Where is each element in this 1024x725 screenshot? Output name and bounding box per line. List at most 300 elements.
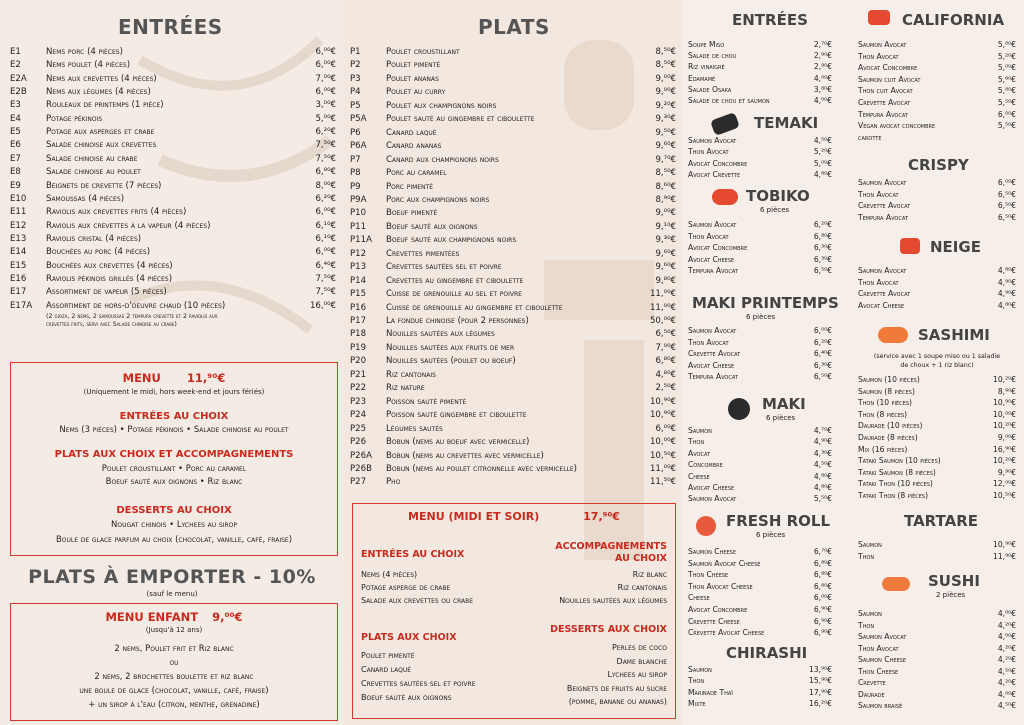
- sushi-item-price: 4,⁰⁰€: [813, 73, 832, 83]
- item-price: 8,⁶⁰€: [655, 181, 676, 192]
- sushi-item-price: 4,²⁰€: [997, 678, 1016, 687]
- item-price: 10,⁰⁰€: [649, 437, 676, 448]
- sushi-item-name: Saumon: [858, 609, 882, 618]
- item-price: 10,⁵⁰€: [649, 450, 676, 461]
- menu-option: Salade aux crevettes ou crabe: [361, 596, 474, 605]
- item-name: Boeuf sauté aux champignons noirs: [386, 235, 517, 246]
- menu-option: Potage asperge de crabe: [361, 583, 451, 592]
- sushi-item-name: Thon Avocat: [688, 147, 729, 157]
- sushi-item-name: Crevette Avocat Cheese: [688, 628, 765, 638]
- item-name: Potage pékinois: [46, 113, 103, 124]
- item-price: 6,⁸⁰€: [315, 167, 336, 178]
- item-name: Porc aux champignons noirs: [386, 194, 490, 205]
- sushi-item-name: Saumon Avocat Cheese: [688, 558, 761, 568]
- sushi-item-price: 6,⁷⁰€: [813, 547, 832, 556]
- item-code: P5: [350, 100, 361, 111]
- menu-entrees-title: ENTRÉES AU CHOIX: [119, 411, 229, 422]
- item-name: Beignets de crevette (7 pièces): [46, 180, 162, 191]
- menu-item-row: [350, 302, 676, 315]
- sushi-item-name: Thon: [688, 676, 705, 686]
- item-name: Salade chinoise au poulet: [46, 167, 141, 178]
- sushi-item-price: 6,⁵⁰€: [997, 201, 1016, 211]
- sushi-item-name: Avocat Cheese: [688, 483, 735, 492]
- sushi-item-row: [688, 337, 832, 348]
- sushi-item-price: 6,⁸⁰€: [813, 570, 832, 580]
- emporter-title: PLATS À EMPORTER - 10%: [28, 566, 316, 588]
- sushi-item-name: Salade Osaka: [688, 84, 732, 94]
- sushi-item-row: [688, 95, 832, 106]
- sushi-item-row: [858, 539, 1016, 550]
- sushi-item-price: 6,³⁰€: [813, 254, 832, 264]
- menu-item-row: [350, 127, 676, 140]
- sushi-item-price: 9,⁰⁰€: [997, 433, 1016, 442]
- sushi-item-price: 6,⁰⁰€: [997, 109, 1016, 119]
- item-code: P26B: [350, 463, 373, 474]
- item-code: P11: [350, 221, 367, 232]
- item-price: 10,⁹⁰€: [649, 396, 676, 407]
- mms-desserts-title: DESSERTS AUX CHOIX: [550, 624, 667, 635]
- item-name: Bouchées aux crevettes (4 pièces): [46, 260, 173, 271]
- item-name: Nouilles sautées aux légumes: [386, 329, 495, 340]
- mms-accomp-title-line2: AU CHOIX: [615, 553, 667, 564]
- item-name: Riz cantonais: [386, 369, 436, 380]
- sushi-item-price: 4,⁸⁰€: [813, 471, 832, 481]
- sushi-item-row: [688, 325, 832, 336]
- item-price: 6,⁰⁰€: [315, 247, 336, 258]
- menu-item-row: [350, 261, 676, 274]
- item-code: E9: [10, 180, 21, 191]
- item-price: 9,⁰⁰€: [655, 73, 676, 84]
- menu-item-row: [10, 286, 336, 299]
- menu-enfant-line4: une boule de glace (chocolat, vanille, café, fraise): [79, 686, 269, 696]
- item-price: 6,²⁰€: [315, 127, 336, 138]
- mms-plats-list: [361, 649, 475, 705]
- item-code: P2: [350, 60, 361, 71]
- item-code: P10: [350, 208, 367, 219]
- item-code: P17: [350, 316, 367, 326]
- sushi-item-name: Thon Avocat: [858, 643, 899, 653]
- menu-item-row: [10, 273, 336, 286]
- item-price: 11,⁵⁰€: [649, 477, 676, 488]
- item-name: Rouleaux de printemps (1 pièce): [46, 100, 164, 111]
- menu-item-row: [10, 246, 336, 259]
- item-code: P8: [350, 168, 361, 179]
- menu-option: Riz cantonais: [617, 583, 667, 592]
- sushi-item-row: [858, 120, 1016, 131]
- sushi-item-name: Saumon Cheese: [688, 547, 737, 556]
- menu-midi-soir-title: MENU (MIDI ET SOIR): [408, 510, 540, 523]
- menu-desserts-line2: Boule de glace parfum au choix (chocolat, vanille, café, fraise): [55, 535, 293, 545]
- sushi-item-name: Tempura Avocat: [858, 109, 908, 119]
- menu-enfant-price: 9,⁰⁰€: [212, 610, 243, 624]
- sushi-item-row: [858, 97, 1016, 108]
- item-code: E5: [10, 127, 21, 138]
- maki-title: MAKI: [762, 395, 806, 413]
- sushi-item-price: 4,⁹⁰€: [813, 437, 832, 447]
- sushi-item-price: 4,²⁰€: [997, 655, 1016, 664]
- item-code: P15: [350, 289, 367, 300]
- menu-note: (Uniquement le midi, hors week-end et jours fériés): [83, 388, 265, 396]
- item-code: E16: [10, 273, 27, 284]
- menu-item-row: [350, 181, 676, 194]
- maki-icon: [728, 398, 750, 420]
- sushi-item-name: Mix (16 pièces): [858, 444, 908, 454]
- sushi-item-price: 6,⁹⁰€: [813, 605, 832, 614]
- menu-item-row: [350, 207, 676, 220]
- menu-item-row: [10, 220, 336, 233]
- item-code: P26: [350, 437, 367, 448]
- plats-title: PLATS: [478, 15, 550, 39]
- item-price: 9,⁷⁰€: [655, 154, 676, 165]
- sushi-item-name: Crevette Avocat: [688, 349, 741, 359]
- menu-item-row: [350, 221, 676, 234]
- sushi-item-price: 10,⁹⁰€: [993, 398, 1016, 408]
- item-price: 8,⁵⁰€: [655, 47, 676, 57]
- item-price: 3,⁰⁰€: [315, 100, 336, 111]
- item-name: Poulet ananas: [386, 73, 439, 84]
- sushi-item-row: [688, 348, 832, 359]
- sushi-item-row: [688, 425, 832, 436]
- item-name: Légumes sautés: [386, 423, 443, 434]
- sushi-item-name: Saumon Avocat: [858, 40, 907, 49]
- sushi-item-row: [688, 616, 832, 627]
- sushi-item-price: 6,⁸⁰€: [813, 558, 832, 568]
- sushi-item-row: [858, 654, 1016, 665]
- sushi-item-name: Salade de chou et saumon: [688, 96, 770, 105]
- sushi-item-price: 5,⁶⁰€: [997, 74, 1016, 84]
- item-name: Nouilles sautées aux fruits de mer: [386, 342, 515, 353]
- item-price: 8,⁹⁰€: [655, 194, 676, 205]
- sushi-item-row: [858, 39, 1016, 50]
- item-code: P7: [350, 154, 361, 165]
- item-price: 7,⁵⁰€: [315, 287, 336, 298]
- sushi-item-price: 10,²⁰€: [993, 421, 1016, 431]
- item-price: 9,⁸⁰€: [655, 275, 676, 286]
- item-name: La fondue chinoise (pour 2 personnes): [386, 316, 529, 326]
- sushi-item-name: Avocat Cheese: [688, 360, 735, 370]
- item-price: 7,⁰⁰€: [315, 73, 336, 84]
- item-code: E6: [10, 140, 21, 151]
- menu-item-row: [350, 167, 676, 180]
- item-code: P14: [350, 275, 367, 286]
- item-price: 2,⁵⁰€: [655, 383, 676, 394]
- sushi-item-row: [688, 627, 832, 638]
- sushi-item-price: 10,⁰⁰€: [993, 409, 1016, 419]
- menu-price: 11,⁹⁰€: [186, 371, 226, 385]
- item-code: P20: [350, 356, 367, 367]
- item-name: Bobun (nems au boeuf avec vermicelle): [386, 437, 530, 448]
- item-name: Poulet aux champignons noirs: [386, 100, 497, 111]
- sushi-item-row: [858, 374, 1016, 385]
- sushi-item-name: Marinade Thaï: [688, 687, 733, 697]
- menu-option: Lychees au sirop: [607, 670, 667, 679]
- item-price: 9,³⁰€: [655, 114, 676, 125]
- sushi-item-row: [858, 189, 1016, 200]
- menu-item-row: [350, 476, 676, 489]
- sushi-item-name: Daurade (8 pièces): [858, 433, 918, 442]
- item-price: 11,⁰⁰€: [649, 289, 676, 300]
- item-code: E2B: [10, 87, 27, 98]
- item-price: 7,⁰⁰€: [655, 342, 676, 353]
- menu-enfant-line2: ou: [169, 658, 179, 668]
- item-price: 9,⁰⁰€: [655, 87, 676, 98]
- sushi-item-row: [858, 212, 1016, 223]
- item-name: Salade chinoise au crabe: [46, 153, 138, 164]
- sushi-item-row: [858, 386, 1016, 397]
- item-name: Poulet au curry: [386, 87, 446, 98]
- sushi-item-price: 4,⁵⁰€: [997, 666, 1016, 676]
- sushi-item-row: [688, 50, 832, 61]
- menu-box: [10, 362, 338, 556]
- sushi-item-row: [688, 687, 832, 698]
- sushi-item-row: [858, 677, 1016, 688]
- sushi-item-row: [688, 39, 832, 50]
- item-price: 4,⁸⁰€: [655, 369, 676, 380]
- menu-item-row: [10, 166, 336, 179]
- item-code: E15: [10, 260, 27, 271]
- sushi-item-price: 6,³⁰€: [813, 243, 832, 253]
- sushi-item-name: Saumon Avocat: [688, 494, 737, 504]
- tobiko-sub: 6 pièces: [760, 206, 790, 214]
- menu-midi-soir-price: 17,⁹⁰€: [583, 510, 620, 523]
- sushi-item-name: Salade de chou: [688, 51, 737, 61]
- item-price: 11,⁰⁰€: [649, 302, 676, 313]
- sushi-item-price: 6,⁹⁰€: [813, 628, 832, 638]
- sushi-item-price: 17,⁹⁰€: [809, 687, 832, 697]
- item-name: Canard ananas: [386, 141, 442, 152]
- sushi-item-price: 3,⁸⁰€: [813, 84, 832, 94]
- sushi-item-row: [858, 200, 1016, 211]
- sushi-item-name: carotte: [858, 132, 882, 142]
- item-name: Poisson sauté pimenté: [386, 396, 467, 407]
- sushi-item-price: 16,²⁰€: [809, 699, 832, 709]
- item-price: 9,⁶⁰€: [655, 262, 676, 273]
- sushi-item-name: Saumon Avocat: [858, 178, 907, 187]
- sushi-item-row: [688, 459, 832, 470]
- sushi-item-name: Thon Avocat: [858, 189, 899, 199]
- sushi-item-name: Saumon (8 pièces): [858, 386, 915, 396]
- sushi-item-name: Tempura Avocat: [688, 372, 738, 382]
- sushi-item-name: Soupe Miso: [688, 40, 725, 49]
- mms-entrees-title: ENTRÉES AU CHOIX: [361, 549, 465, 560]
- sushi-item-name: Thon Avocat: [858, 277, 899, 287]
- sushi-item-price: 12,⁰⁰€: [993, 479, 1016, 489]
- sushi-item-row: [858, 631, 1016, 642]
- sushi-item-price: 5,⁸⁰€: [997, 86, 1016, 96]
- mms-entrees-list: [361, 568, 473, 607]
- sushi-item-row: [858, 478, 1016, 489]
- sushi-item-row: [858, 467, 1016, 478]
- neige-icon: [900, 238, 920, 254]
- plats-list: [350, 46, 676, 491]
- sushi-item-row: [858, 277, 1016, 288]
- item-price: 5,⁰⁰€: [315, 113, 336, 124]
- sushi-item-row: [858, 132, 1016, 143]
- sushi-item-name: Thon Avocat: [688, 231, 729, 241]
- menu-item-row: [350, 342, 676, 355]
- sushi-item-name: Saumon (10 pièces): [858, 375, 920, 384]
- item-code: P22: [350, 383, 367, 394]
- item-price: 6,²⁰€: [315, 193, 336, 204]
- item-price: 6,¹⁰€: [315, 233, 336, 244]
- e17a-note-line2: crevettes frits, servi avec Salade chinoise au crabe): [46, 321, 177, 328]
- item-code: E7: [10, 153, 21, 164]
- item-price: 9,⁶⁰€: [655, 248, 676, 259]
- sushi-item-row: [688, 448, 832, 459]
- menu-item-row: [350, 423, 676, 436]
- sushi-item-price: 6,⁰⁰€: [813, 593, 832, 603]
- panel-middle: [344, 0, 682, 725]
- sushi-item-name: Thon: [858, 551, 875, 561]
- item-name: Poulet sauté au gingembre et ciboulette: [386, 114, 535, 125]
- sushi-item-row: [858, 643, 1016, 654]
- menu-item-row: [350, 315, 676, 328]
- sushi-item-row: [688, 471, 832, 482]
- sushi-item-price: 6,⁰⁰€: [997, 178, 1016, 187]
- panel-left: [0, 0, 344, 725]
- item-price: 6,⁰⁰€: [315, 87, 336, 98]
- sushi-item-row: [858, 608, 1016, 619]
- sushi-item-price: 4,³⁰€: [813, 448, 832, 458]
- menu-item-row: [10, 113, 336, 126]
- menu-item-row: [350, 154, 676, 167]
- sushi-item-price: 4,⁰⁰€: [813, 96, 832, 105]
- menu-item-row: [350, 396, 676, 409]
- sushi-item-price: 15,⁹⁰€: [809, 676, 832, 686]
- sushi-item-price: 5,²⁰€: [997, 51, 1016, 61]
- sushi-item-name: Avocat Cheese: [858, 300, 905, 310]
- menu-item-row: [350, 369, 676, 382]
- item-name: Nems aux légumes (4 pièces): [46, 87, 151, 98]
- sushi-item-row: [858, 85, 1016, 96]
- sushi-item-price: 5,⁵⁰€: [997, 121, 1016, 131]
- item-price: 9,⁰⁰€: [655, 208, 676, 219]
- neige-title: NEIGE: [930, 238, 981, 256]
- sushi-item-row: [688, 146, 832, 157]
- sushi-item-row: [688, 231, 832, 242]
- item-name: Crevettes pimentées: [386, 248, 460, 259]
- menu-plats-title: PLATS AUX CHOIX ET ACCOMPAGNEMENTS: [54, 449, 294, 460]
- item-name: Crevettes sautées sel et poivre: [386, 262, 502, 273]
- tobiko-title: TOBIKO: [746, 187, 810, 205]
- sushi-item-price: 10,⁹⁰€: [993, 540, 1016, 549]
- menu-item-row: [10, 233, 336, 246]
- mms-plats-title: PLATS AUX CHOIX: [361, 632, 457, 643]
- sushi-item-name: Thon Avocat: [688, 337, 729, 347]
- sushi-item-name: Mixte: [688, 699, 706, 709]
- item-price: 6,⁰⁰€: [315, 60, 336, 71]
- sushi-item-price: 2,⁷⁰€: [813, 40, 832, 49]
- item-price: 9,⁵⁰€: [655, 127, 676, 138]
- sushi-item-name: Avocat: [688, 448, 711, 458]
- sushi-item-name: Crevette Avocat: [858, 289, 911, 299]
- item-code: P24: [350, 410, 367, 421]
- sushi-item-row: [688, 219, 832, 230]
- sushi-item-name: Saumon: [688, 426, 712, 435]
- temaki-title: TEMAKI: [754, 114, 819, 132]
- sushi-item-price: 4,⁹⁰€: [997, 277, 1016, 287]
- sushi-item-row: [688, 604, 832, 615]
- sushi-item-price: 10,²⁰€: [993, 375, 1016, 384]
- sushi-item-name: Daurade (10 pièces): [858, 421, 923, 431]
- menu-midi-soir-heading: [353, 510, 675, 523]
- menu-option: (pomme, banane ou ananas): [568, 697, 667, 706]
- item-name: Raviolis pékinois grillés (4 pièces): [46, 273, 173, 284]
- menu-item-row: [350, 73, 676, 86]
- sushi-item-name: Vegan avocat concombre: [858, 121, 936, 131]
- sushi-item-name: Thon cuit Avocat: [858, 86, 913, 96]
- item-price: 6,⁸⁰€: [655, 356, 676, 367]
- item-code: P18: [350, 329, 367, 340]
- sushi-item-price: 2,⁹⁰€: [813, 62, 832, 72]
- sushi-item-row: [858, 444, 1016, 455]
- item-price: 11,⁰⁰€: [649, 463, 676, 474]
- item-name: Riz nature: [386, 383, 425, 394]
- sushi-item-name: Saumon Avocat: [688, 136, 737, 145]
- sushi-item-price: 5,⁰⁰€: [997, 40, 1016, 49]
- menu-option: Nouilles sautées aux légumes: [559, 596, 667, 605]
- item-name: Cuisse de grenouille au sel et poivre: [386, 289, 522, 300]
- item-price: 10,⁹⁰€: [649, 410, 676, 421]
- sashimi-note-line2: de choux + 1 riz blanc): [900, 362, 974, 369]
- item-price: 6,⁵⁰€: [655, 329, 676, 340]
- item-price: 7,⁵⁰€: [315, 273, 336, 284]
- item-code: E13: [10, 233, 27, 244]
- sushi-item-name: Thon Avocat Cheese: [688, 581, 753, 591]
- item-name: Poisson sauté gingembre et ciboulette: [386, 410, 527, 421]
- item-code: E17A: [10, 300, 33, 311]
- sushi-item-row: [688, 592, 832, 603]
- sushi-item-price: 4,⁷⁰€: [813, 426, 832, 435]
- menu-heading: [11, 371, 337, 385]
- item-price: 9,²⁰€: [655, 100, 676, 111]
- sushi-item-name: Avocat Concombre: [688, 158, 748, 168]
- menu-item-row: [350, 275, 676, 288]
- sushi-item-price: 4,⁰⁰€: [997, 689, 1016, 699]
- sashimi-title: SASHIMI: [918, 326, 990, 344]
- sushi-item-row: [688, 371, 832, 382]
- sushi-item-name: Edamamé: [688, 73, 716, 83]
- menu-item-row: [10, 99, 336, 112]
- menu-enfant-box: [10, 603, 338, 721]
- sushi-item-name: Avocat Concombre: [688, 243, 748, 253]
- sushi-item-row: [688, 436, 832, 447]
- sushi-item-row: [858, 689, 1016, 700]
- sushi-item-name: Crevette Avocat: [858, 201, 911, 211]
- sushi-item-name: Cheese: [688, 593, 710, 603]
- item-name: Bobun (nems au crevettes avec vermicelle): [386, 450, 544, 461]
- item-name: Canard aux champignons noirs: [386, 154, 499, 165]
- item-price: 16,⁰⁰€: [309, 300, 336, 311]
- menu-item-row: [10, 153, 336, 166]
- sushi-item-name: Saumon Cheese: [858, 655, 907, 664]
- sushi-item-price: 4,⁸⁰€: [997, 300, 1016, 310]
- sushi-item-name: Avocat Cheese: [688, 254, 735, 264]
- item-price: 6,¹⁰€: [315, 220, 336, 231]
- item-name: Raviolis aux crevettes frits (4 pièces): [46, 207, 187, 218]
- sushi-sub: 2 pièces: [936, 591, 966, 599]
- item-price: 6,⁰⁰€: [655, 423, 676, 434]
- sushi-item-name: Tempura Avocat: [688, 266, 738, 276]
- item-price: 9,³⁰€: [655, 235, 676, 246]
- item-code: P26A: [350, 450, 372, 461]
- menu-item-row: [350, 409, 676, 422]
- sushi-item-name: Saumon Avocat: [688, 326, 737, 335]
- menu-item-row: [350, 100, 676, 113]
- item-name: Samoussas (4 pièces): [46, 193, 125, 204]
- sushi-item-name: Avocat Crevette: [688, 170, 741, 180]
- item-code: E8: [10, 167, 21, 178]
